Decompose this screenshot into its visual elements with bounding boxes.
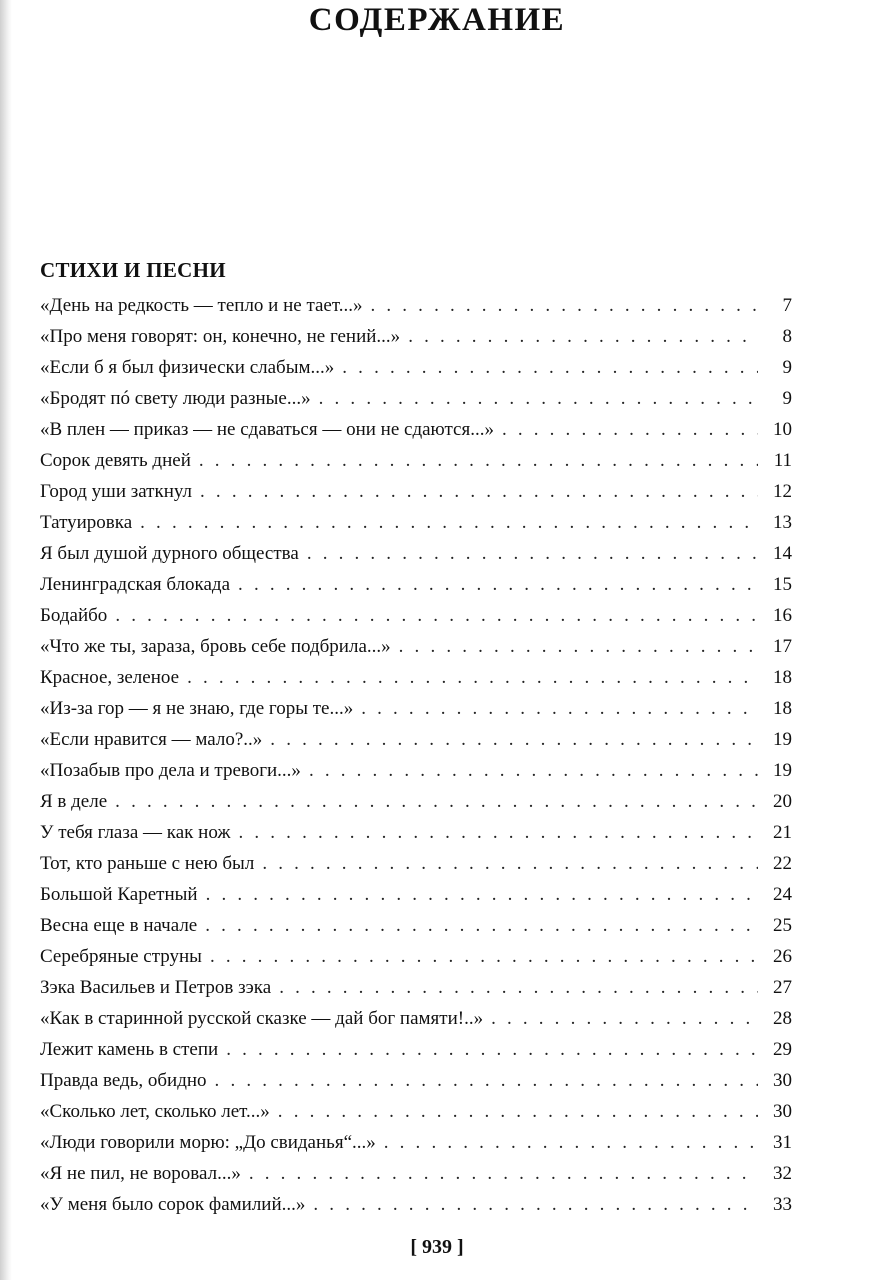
toc-entry-title: Город уши заткнул bbox=[40, 481, 193, 502]
toc-entry-page: 33 bbox=[773, 1194, 792, 1215]
toc-entry-page: 29 bbox=[773, 1039, 792, 1060]
toc-entry-page: 15 bbox=[773, 574, 792, 595]
toc-entry-title: Большой Каретный bbox=[40, 884, 198, 905]
toc-entry-page: 28 bbox=[773, 1008, 792, 1029]
toc-leader-dots bbox=[384, 1127, 758, 1158]
toc-entry-title: Красное, зеленое bbox=[40, 667, 180, 688]
toc-entry-page: 26 bbox=[773, 946, 792, 967]
page-title: СОДЕРЖАНИЕ bbox=[308, 2, 566, 38]
toc-entry-page: 10 bbox=[773, 419, 792, 440]
toc-entry bbox=[40, 786, 792, 817]
toc-leader-dots bbox=[342, 352, 758, 383]
toc-entry-page: 17 bbox=[773, 636, 792, 657]
toc-entry-title: «В плен — приказ — не сдаваться — они не сдаются...» bbox=[40, 419, 494, 440]
toc-leader-dots bbox=[206, 879, 758, 910]
toc-leader-dots bbox=[278, 1096, 758, 1127]
toc-entry-title: «Позабыв про дела и тревоги...» bbox=[40, 760, 301, 781]
toc-leader-dots bbox=[200, 476, 758, 507]
toc-entry-title: У тебя глаза — как нож bbox=[40, 822, 231, 843]
toc-entry-title: «Я не пил, не воровал...» bbox=[40, 1163, 241, 1184]
toc-leader-dots bbox=[210, 941, 758, 972]
toc-entry-page: 21 bbox=[773, 822, 792, 843]
toc-entry-title: «Если нравится — мало?..» bbox=[40, 729, 263, 750]
toc-entry bbox=[40, 1189, 792, 1220]
toc-entry-page: 7 bbox=[782, 295, 792, 316]
toc-entry bbox=[40, 538, 792, 569]
toc-entry bbox=[40, 755, 792, 786]
toc-entry-title: «Про меня говорят: он, конечно, не гений...» bbox=[40, 326, 401, 347]
toc-leader-dots bbox=[270, 724, 758, 755]
toc-leader-dots bbox=[140, 507, 758, 538]
toc-entry bbox=[40, 1034, 792, 1065]
page-edge-shadow bbox=[0, 0, 12, 1280]
toc-entry bbox=[40, 600, 792, 631]
toc-entry-title: Я в деле bbox=[40, 791, 108, 812]
toc-entry-title: «Бродят пó свету люди разные...» bbox=[40, 388, 311, 409]
toc-entry-title: «Из-за гор — я не знаю, где горы те...» bbox=[40, 698, 354, 719]
toc-entry-title: «Что же ты, зараза, бровь себе подбрила...» bbox=[40, 636, 391, 657]
toc-leader-dots bbox=[279, 972, 758, 1003]
toc-entry-title: «У меня было сорок фамилий...» bbox=[40, 1194, 306, 1215]
toc-leader-dots bbox=[205, 910, 758, 941]
toc-entry-title: Сорок девять дней bbox=[40, 450, 191, 471]
toc-leader-dots bbox=[115, 600, 758, 631]
toc-entry-title: Лежит камень в степи bbox=[40, 1039, 219, 1060]
toc-entry-page: 27 bbox=[773, 977, 792, 998]
section-heading: СТИХИ И ПЕСНИ bbox=[40, 258, 226, 282]
toc-entry bbox=[40, 1127, 792, 1158]
toc-entry-title: «Сколько лет, сколько лет...» bbox=[40, 1101, 270, 1122]
toc-entry-title: «Люди говорили морю: „До свиданья“...» bbox=[40, 1132, 376, 1153]
toc-entry-title: Ленинградская блокада bbox=[40, 574, 231, 595]
toc-leader-dots bbox=[370, 290, 758, 321]
toc-entry bbox=[40, 941, 792, 972]
toc-entry bbox=[40, 569, 792, 600]
toc-entry bbox=[40, 631, 792, 662]
toc-entry-title: Я был душой дурного общества bbox=[40, 543, 299, 564]
toc-entry bbox=[40, 321, 792, 352]
toc-leader-dots bbox=[319, 383, 758, 414]
toc-entry-page: 24 bbox=[773, 884, 792, 905]
toc-leader-dots bbox=[262, 848, 758, 879]
toc-entry bbox=[40, 1065, 792, 1096]
toc-leader-dots bbox=[249, 1158, 758, 1189]
toc-entry-title: Серебряные струны bbox=[40, 946, 202, 967]
toc-leader-dots bbox=[399, 631, 758, 662]
toc-entry-page: 16 bbox=[773, 605, 792, 626]
toc-entry-page: 19 bbox=[773, 729, 792, 750]
toc-entry bbox=[40, 414, 792, 445]
toc-entry bbox=[40, 383, 792, 414]
page-number: [ 939 ] bbox=[410, 1236, 464, 1258]
toc-entry bbox=[40, 724, 792, 755]
toc-entry-page: 30 bbox=[773, 1070, 792, 1091]
toc-entry bbox=[40, 445, 792, 476]
toc-entry-page: 8 bbox=[782, 326, 792, 347]
toc-entry-page: 32 bbox=[773, 1163, 792, 1184]
toc-entry-page: 20 bbox=[773, 791, 792, 812]
toc-entry-page: 22 bbox=[773, 853, 792, 874]
toc-entry bbox=[40, 693, 792, 724]
toc-leader-dots bbox=[502, 414, 758, 445]
toc-entry bbox=[40, 352, 792, 383]
toc-leader-dots bbox=[491, 1003, 758, 1034]
toc-leader-dots bbox=[226, 1034, 758, 1065]
toc-entry-page: 19 bbox=[773, 760, 792, 781]
toc-entry-title: «День на редкость — тепло и не тает...» bbox=[40, 295, 363, 316]
toc-leader-dots bbox=[238, 817, 758, 848]
toc-entry bbox=[40, 1096, 792, 1127]
toc-entry-title: Тот, кто раньше с нею был bbox=[40, 853, 255, 874]
toc-leader-dots bbox=[199, 445, 758, 476]
toc-leader-dots bbox=[309, 755, 758, 786]
toc-entry-page: 14 bbox=[773, 543, 792, 564]
toc-entry-title: Бодайбо bbox=[40, 605, 108, 626]
toc-leader-dots bbox=[313, 1189, 758, 1220]
toc-entry-page: 11 bbox=[773, 450, 792, 471]
toc-entry bbox=[40, 662, 792, 693]
toc-entry-title: Зэка Васильев и Петров зэка bbox=[40, 977, 272, 998]
toc-entry bbox=[40, 817, 792, 848]
toc-entry-page: 13 bbox=[773, 512, 792, 533]
toc-entry bbox=[40, 507, 792, 538]
toc-entry bbox=[40, 1158, 792, 1189]
toc-entry-title: Весна еще в начале bbox=[40, 915, 198, 936]
toc-leader-dots bbox=[307, 538, 758, 569]
toc-entry-page: 31 bbox=[773, 1132, 792, 1153]
toc-entry bbox=[40, 476, 792, 507]
toc-entry-page: 30 bbox=[773, 1101, 792, 1122]
toc-entry bbox=[40, 1003, 792, 1034]
toc-entry bbox=[40, 910, 792, 941]
table-of-contents bbox=[40, 290, 792, 1220]
toc-leader-dots bbox=[361, 693, 758, 724]
toc-entry-title: «Если б я был физически слабым...» bbox=[40, 357, 335, 378]
toc-entry-page: 12 bbox=[773, 481, 792, 502]
toc-entry-title: Правда ведь, обидно bbox=[40, 1070, 207, 1091]
toc-entry-page: 18 bbox=[773, 667, 792, 688]
toc-entry-title: «Как в старинной русской сказке — дай бог памяти!..» bbox=[40, 1008, 484, 1029]
toc-leader-dots bbox=[187, 662, 758, 693]
toc-entry-page: 9 bbox=[782, 357, 792, 378]
toc-leader-dots bbox=[408, 321, 758, 352]
toc-entry-page: 25 bbox=[773, 915, 792, 936]
toc-entry bbox=[40, 972, 792, 1003]
toc-leader-dots bbox=[215, 1065, 758, 1096]
toc-entry bbox=[40, 848, 792, 879]
toc-entry bbox=[40, 879, 792, 910]
toc-entry-page: 9 bbox=[782, 388, 792, 409]
toc-entry-title: Татуировка bbox=[40, 512, 133, 533]
toc-entry bbox=[40, 290, 792, 321]
toc-leader-dots bbox=[115, 786, 758, 817]
toc-entry-page: 18 bbox=[773, 698, 792, 719]
toc-leader-dots bbox=[238, 569, 758, 600]
